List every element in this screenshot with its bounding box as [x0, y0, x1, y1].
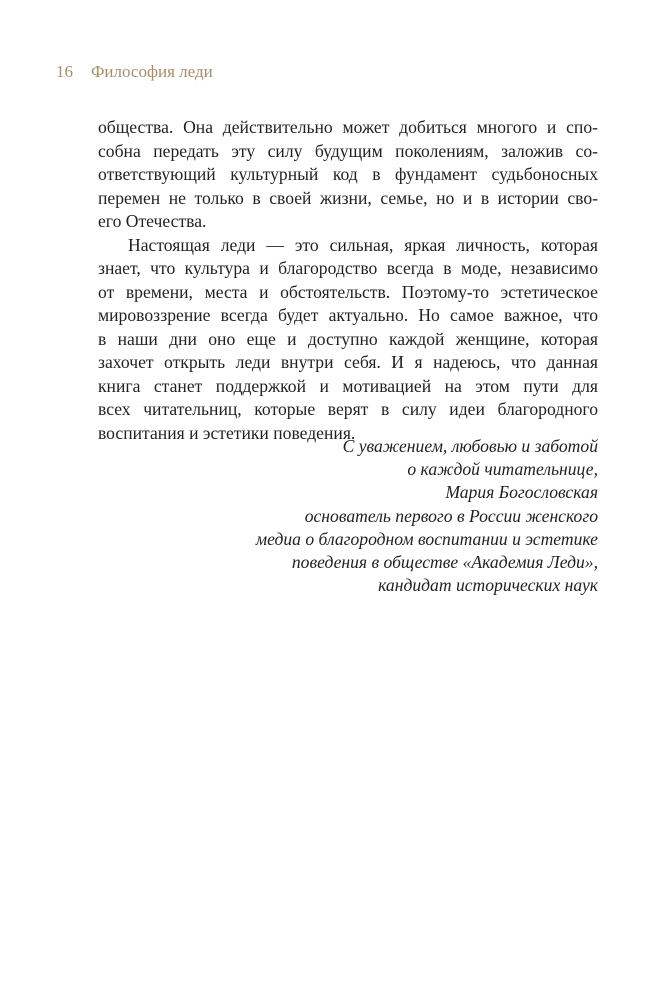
signature-block [256, 435, 598, 597]
text-line: в наши дни оно еще и доступно каждой женщине, которая [98, 328, 598, 349]
text-line: всех читательниц, которые верят в силу идеи благородного [98, 399, 598, 419]
text-line: книга станет поддержкой и мотивацией на этом пути для [98, 375, 598, 396]
running-header [56, 62, 213, 82]
signature-line: о каждой читательнице, [407, 459, 598, 480]
body-text [98, 116, 598, 445]
signature-line: медиа о благородном воспитании и эстетике [255, 528, 598, 549]
paragraph-1 [98, 116, 598, 234]
signature-line: кандидат исторических наук [378, 575, 598, 596]
signature-author: Мария Богословская [445, 482, 598, 503]
text-line: захочет открыть леди внутри себя. И я надеюсь, что данная [98, 352, 598, 372]
paragraph-2 [98, 234, 598, 446]
running-title: Философия леди [91, 62, 213, 81]
signature-line: поведения в обществе «Академия Леди», [291, 552, 598, 573]
text-line: знает, что культура и благородство всегда в моде, независимо [98, 258, 598, 278]
text-line: его Отечества. [98, 211, 207, 231]
text-line: Настоящая леди — это сильная, яркая личность, которая [128, 234, 598, 255]
signature-line: С уважением, любовью и заботой [342, 436, 598, 456]
text-line: от времени, места и обстоятельств. Поэтому-то эстетическое [98, 281, 598, 302]
text-line: общества. Она действительно может добиться многого и спо- [98, 117, 598, 137]
signature-line: основатель первого в России женского [304, 505, 598, 526]
text-line: собна передать эту силу будущим поколениям, заложив со- [98, 140, 598, 161]
text-line: воспитания и эстетики поведения. [98, 422, 356, 443]
text-line: ответствующий культурный код в фундамент судьбоносных [98, 164, 598, 184]
page-number: 16 [56, 62, 73, 81]
text-line: мировоззрение всегда будет актуально. Но самое важное, что [98, 305, 598, 325]
text-line: перемен не только в своей жизни, семье, но и в истории сво- [98, 187, 598, 208]
